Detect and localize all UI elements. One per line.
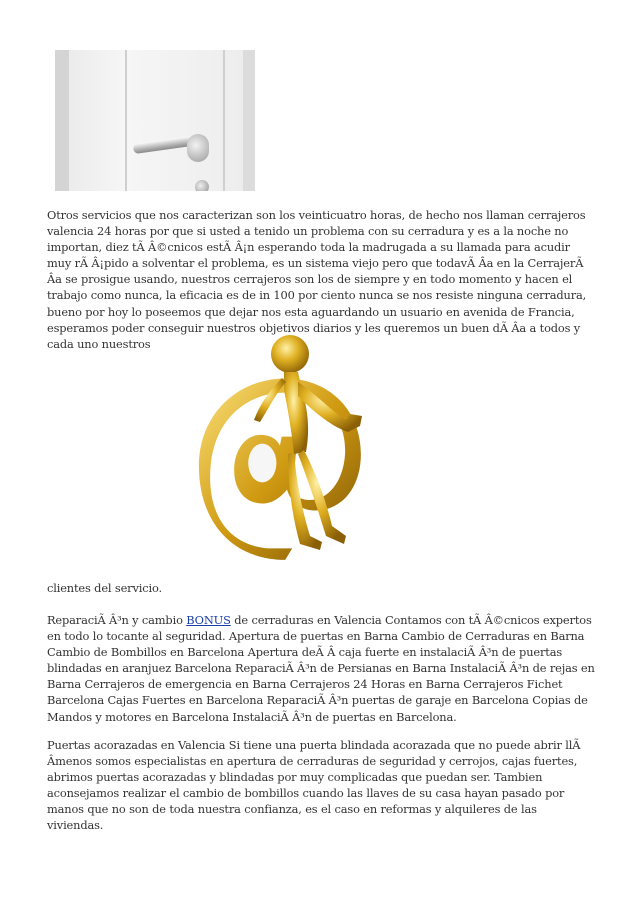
- paragraph-3: Puertas acorazadas en Valencia Si tiene una puerta blindada acorazada que no puede abrir llÃ Âmenos somos especialistas en apertura de cerraduras de seguridad y cerrojos, cajas fuertes, abrimos puertas acorazadas y blindadas por muy complicadas que puedan ser. Tambien aconsejamos realizar el cambio de bombillos cuando las llaves de su casa hayan pasado por manos que no son de toda nuestra confianza, es el caso en reformas y alquileres de las viviendas.: [47, 738, 581, 833]
- paragraph-2-after-link: de cerraduras en Valencia Contamos con tÃ Â©cnicos expertos en todo lo tocante al seguridad. Apertura de puertas en Barna Cambio de Cerraduras en Barna Cambio de Bombillos en Barcelona Apertura deÃ Â caja fuerte en instalaciÃ Â³n de puertas blindadas en aranjuez Barcelona ReparaciÃ Â³n de Persianas en Barna InstalaciÃ Â³n de rejas en Barna Cerrajeros de emergencia en Barna Cerrajeros 24 Horas en Barna Cerrajeros Fichet Barcelona Cajas Fuertes en Barcelona ReparaciÃ Â³n puertas de garaje en Barcelona Copias de Mandos y motores en Barcelona InstalaciÃ Â³n de puertas en Barcelona.: [47, 613, 595, 724]
- bonus-link[interactable]: BONUS: [186, 613, 231, 627]
- paragraph-2: [47, 612, 595, 725]
- paragraph-2-before-link: ReparaciÃ Â³n y cambio: [47, 613, 187, 627]
- paragraph-1-tail: clientes del servicio.: [47, 581, 162, 595]
- keyhole: [195, 180, 209, 191]
- door-handle-image: [55, 50, 255, 191]
- golden-at-sign-figure-image: [198, 330, 376, 592]
- handle-rosette: [187, 134, 209, 162]
- paragraph-1: Otros servicios que nos caracterizan son los veinticuatro horas, de hecho nos llaman cerrajeros valencia 24 horas por que si usted a tenido un problema con su cerradura y es a la noche no importan, diez tÃ Â©cnicos estÃ Â¡n esperando toda la madrugada a su llamada para acudir muy rÃ Â¡pido a solventar el problema, es un sistema viejo pero que todavÃ Âa en la CerrajerÃ Âa se prosigue usando, nuestros cerrajeros son los de siempre y en todo momento y hacen el trabajo como nunca, la eficacia es de in 100 por ciento nunca se nos resiste ninguna cerradura, bueno por hoy lo poseemos que dejar nos esta aguardando un usuario en avenida de Francia, esperamos poder conseguir nuestros objetivos diarios y les queremos un buen dÃ Âa a todos y cada uno nuestros: [47, 208, 587, 351]
